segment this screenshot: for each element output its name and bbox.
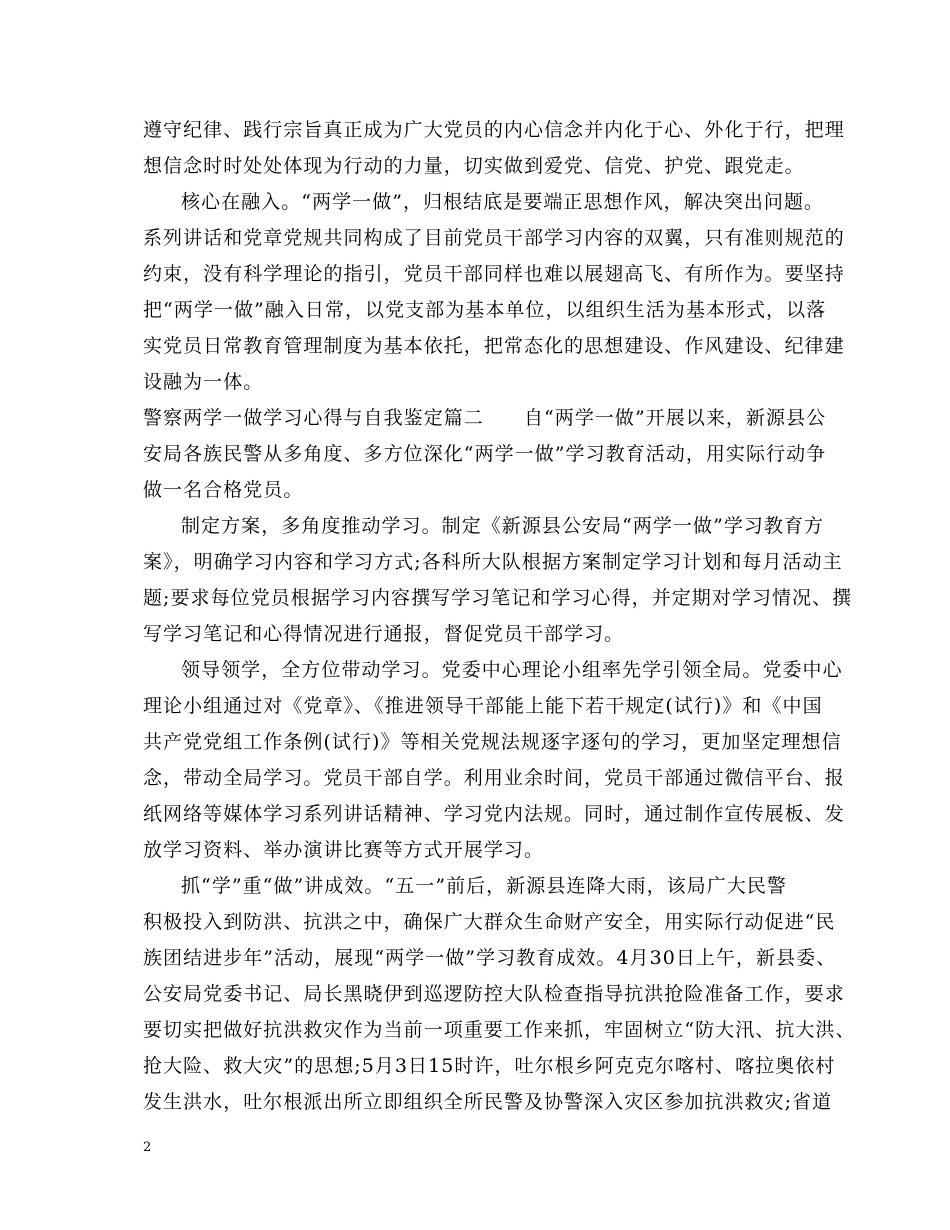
text-line: 理论小组通过对《党章》、《推进领导干部能上能下若干规定(试行)》和《中国 [143, 695, 823, 717]
text-line: 要切实把做好抗洪救灾作为当前一项重要工作来抓，牢固树立“防大汛、抗大洪、 [143, 1019, 856, 1041]
text-line: 把“两学一做”融入日常，以党支部为基本单位，以组织生活为基本形式，以落 [143, 299, 827, 321]
text-line: 设融为一体。 [143, 371, 264, 393]
text-line: 遵守纪律、践行宗旨真正成为广大党员的内心信念并内化于心、外化于行，把理 [143, 119, 845, 141]
page-number: 2 [143, 1140, 152, 1155]
text-line: 纸网络等媒体学习系列讲话精神、学习党内法规。同时，通过制作宣传展板、发 [143, 803, 845, 825]
text-line: 实党员日常教育管理制度为基本依托，把常态化的思想建设、作风建设、纪律建 [143, 335, 845, 357]
text-line: 共产党党组工作条例(试行)》等相关党规法规逐字逐句的学习，更加坚定理想信 [143, 731, 842, 753]
text-line: 公安局党委书记、局长黑晓伊到巡逻防控大队检查指导抗洪抢险准备工作，要求 [143, 983, 845, 1005]
text-line: 发生洪水，吐尔根派出所立即组织全所民警及协警深入灾区参加抗洪救灾;省道 [143, 1091, 833, 1113]
text-line: 系列讲话和党章党规共同构成了目前党员干部学习内容的双翼，只有准则规范的 [143, 227, 845, 249]
text-line: 案》，明确学习内容和学习方式;各科所大队根据方案制定学习计划和每月活动主 [143, 551, 843, 573]
text-line: 安局各族民警从多角度、多方位深化“两学一做”学习教育活动，用实际行动争 [143, 443, 827, 465]
text-line: 写学习笔记和心得情况进行通报，督促党员干部学习。 [143, 623, 625, 645]
text-line: 题;要求每位党员根据学习内容撰写学习笔记和学习心得，并定期对学习情况、撰 [143, 587, 853, 609]
section-heading-line: 警察两学一做学习心得与自我鉴定篇二 自“两学一做”开展以来，新源县公 [143, 407, 827, 429]
text-line: 放学习资料、举办演讲比赛等方式开展学习。 [143, 839, 545, 861]
text-line: 积极投入到防洪、抗洪之中，确保广大群众生命财产安全，用实际行动促进“民 [143, 911, 836, 933]
paragraph-first-line: 领导领学，全方位带动学习。党委中心理论小组率先学引领全局。党委中心 [181, 659, 843, 681]
text-line: 念，带动全局学习。党员干部自学。利用业余时间，党员干部通过微信平台、报 [143, 767, 845, 789]
text-line: 族团结进步年”活动，展现“两学一做”学习教育成效。4月30日上午，新县委、 [143, 947, 837, 969]
text-line: 抢大险、救大灾”的思想;5月3日15时许，吐尔根乡阿克克尔喀村、喀拉奥依村 [143, 1055, 836, 1077]
text-line: 做一名合格党员。 [143, 479, 304, 501]
paragraph-first-line: 制定方案，多角度推动学习。制定《新源县公安局“两学一做”学习教育方 [181, 515, 825, 537]
text-line: 约束，没有科学理论的指引，党员干部同样也难以展翅高飞、有所作为。要坚持 [143, 263, 845, 285]
paragraph-first-line: 核心在融入。“两学一做”，归根结底是要端正思想作风，解决突出问题。 [181, 191, 825, 213]
text-line: 想信念时时处处体现为行动的力量，切实做到爱党、信党、护党、跟党走。 [143, 155, 805, 177]
paragraph-first-line: 抓“学”重“做”讲成效。“五一”前后，新源县连降大雨，该局广大民警 [181, 875, 787, 897]
